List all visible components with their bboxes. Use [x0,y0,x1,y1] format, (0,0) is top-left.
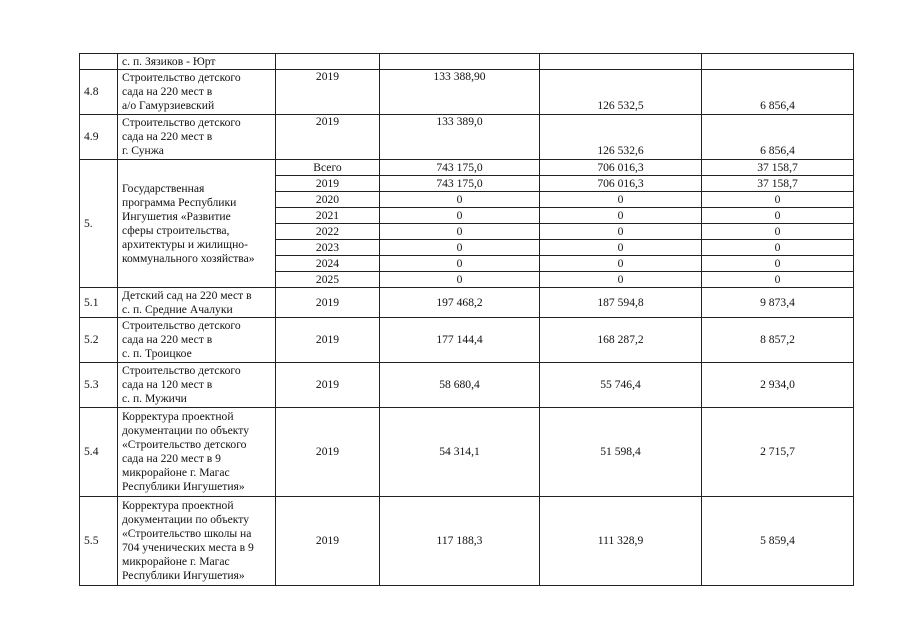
row-total: 54 314,1 [380,408,540,497]
row-number: 5.1 [80,288,118,318]
row-number: 5.4 [80,408,118,497]
row-regional [702,54,854,70]
row-number: 5.5 [80,497,118,586]
program-regional: 0 [702,192,854,208]
row-regional: 6 856,4 [702,115,854,160]
program-name: Государственная программа Республики Ингушетия «Развитие сферы строительства, архитектуры и жилищно- коммунального хозяйства» [118,160,276,288]
program-regional: 37 158,7 [702,160,854,176]
table-row [80,288,854,318]
row-name: с. п. Зязиков - Юрт [118,54,276,70]
budget-table [79,53,854,586]
row-federal [540,54,702,70]
program-federal: 706 016,3 [540,160,702,176]
row-name: Корректура проектной документации по объекту «Строительство детского сада на 220 мест в 9 микрорайоне г. Магас Республики Ингушетия» [118,408,276,497]
table-row [80,318,854,363]
program-total: 0 [380,208,540,224]
row-federal: 126 532,5 [540,70,702,115]
row-number: 4.9 [80,115,118,160]
row-federal: 51 598,4 [540,408,702,497]
program-regional: 0 [702,256,854,272]
program-total: 743 175,0 [380,176,540,192]
row-federal: 187 594,8 [540,288,702,318]
program-total: 0 [380,256,540,272]
program-federal: 0 [540,240,702,256]
program-total: 0 [380,224,540,240]
program-year: 2019 [276,176,380,192]
row-name: Строительство детского сада на 220 мест в г. Сунжа [118,115,276,160]
row-regional: 9 873,4 [702,288,854,318]
program-federal: 0 [540,256,702,272]
program-federal: 706 016,3 [540,176,702,192]
row-year: 2019 [276,497,380,586]
row-name: Детский сад на 220 мест в с. п. Средние Ачалуки [118,288,276,318]
program-federal: 0 [540,208,702,224]
program-regional: 0 [702,224,854,240]
program-total: 743 175,0 [380,160,540,176]
row-number: 5.3 [80,363,118,408]
row-regional: 2 715,7 [702,408,854,497]
row-total: 117 188,3 [380,497,540,586]
row-year: 2019 [276,408,380,497]
row-year: 2019 [276,115,380,160]
program-row [80,160,854,176]
program-year: 2024 [276,256,380,272]
row-regional: 8 857,2 [702,318,854,363]
program-year: 2020 [276,192,380,208]
program-year: 2022 [276,224,380,240]
table-row [80,115,854,160]
program-number: 5. [80,160,118,288]
row-name: Строительство детского сада на 220 мест в с. п. Троицкое [118,318,276,363]
table-row [80,54,854,70]
row-year: 2019 [276,318,380,363]
program-year: 2021 [276,208,380,224]
program-regional: 0 [702,272,854,288]
row-year [276,54,380,70]
program-year: 2025 [276,272,380,288]
row-regional: 2 934,0 [702,363,854,408]
row-total: 133 388,90 [380,70,540,115]
row-total: 58 680,4 [380,363,540,408]
row-number: 4.8 [80,70,118,115]
row-year: 2019 [276,363,380,408]
program-federal: 0 [540,272,702,288]
row-number [80,54,118,70]
program-federal: 0 [540,224,702,240]
row-total: 197 468,2 [380,288,540,318]
program-regional: 0 [702,240,854,256]
program-regional: 0 [702,208,854,224]
row-year: 2019 [276,70,380,115]
row-federal: 55 746,4 [540,363,702,408]
row-federal: 111 328,9 [540,497,702,586]
table-row [80,408,854,497]
row-total [380,54,540,70]
row-regional: 6 856,4 [702,70,854,115]
row-total: 177 144,4 [380,318,540,363]
row-name: Строительство детского сада на 220 мест в а/о Гамурзиевский [118,70,276,115]
program-total: 0 [380,240,540,256]
table-row [80,70,854,115]
row-number: 5.2 [80,318,118,363]
row-regional: 5 859,4 [702,497,854,586]
program-regional: 37 158,7 [702,176,854,192]
table-row [80,363,854,408]
row-federal: 126 532,6 [540,115,702,160]
program-year: 2023 [276,240,380,256]
row-federal: 168 287,2 [540,318,702,363]
table-row [80,497,854,586]
program-federal: 0 [540,192,702,208]
row-total: 133 389,0 [380,115,540,160]
program-year: Всего [276,160,380,176]
program-total: 0 [380,272,540,288]
row-name: Строительство детского сада на 120 мест в с. п. Мужичи [118,363,276,408]
row-name: Корректура проектной документации по объекту «Строительство школы на 704 ученических места в 9 микрорайоне г. Магас Республики Ингушетия» [118,497,276,586]
program-total: 0 [380,192,540,208]
row-year: 2019 [276,288,380,318]
